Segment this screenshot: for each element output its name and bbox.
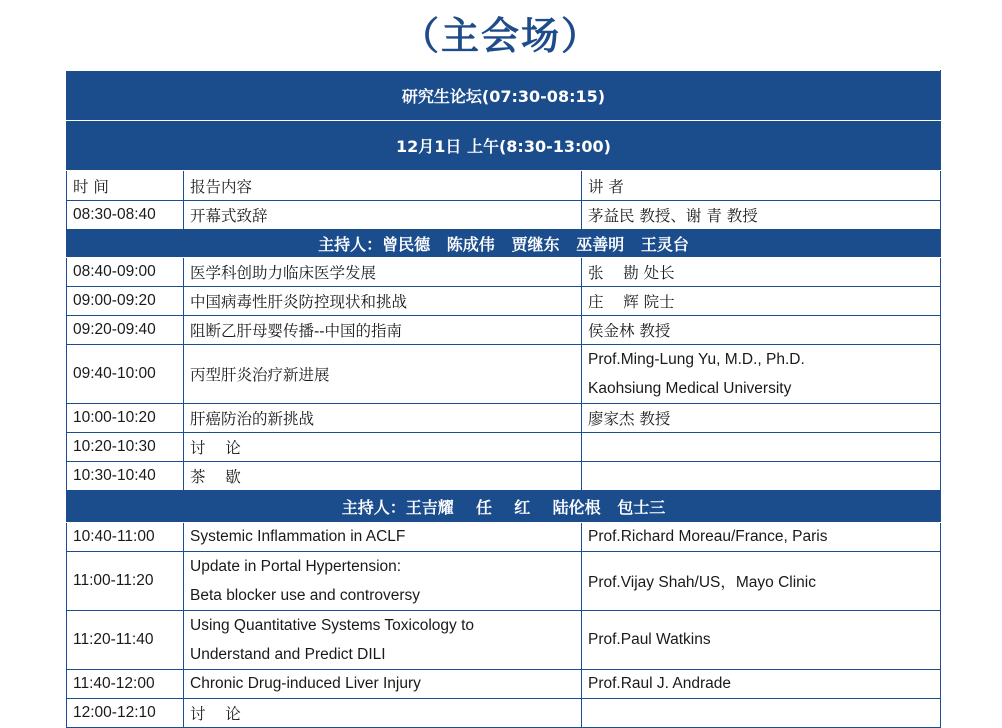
speaker-cell [582,345,941,404]
time-cell: 11:00-11:20 [67,552,184,611]
time-cell: 10:40-11:00 [67,523,184,552]
topic-line: Update in Portal Hypertension: [190,558,402,575]
column-header-topic: 报告内容 [184,171,582,201]
time-cell: 10:00-10:20 [67,404,184,433]
speaker-cell: Prof.Richard Moreau/France, Paris [582,523,941,552]
speaker-line: Prof.Ming-Lung Yu, M.D., Ph.D. [588,351,805,368]
speaker-cell: 茅益民 教授、谢 青 教授 [582,201,941,230]
chair-band-2 [67,491,941,523]
column-header-row [67,171,941,201]
speaker-cell: 张 勘 处长 [582,258,941,287]
table-row [67,345,941,404]
time-cell: 09:00-09:20 [67,287,184,316]
topic-cell: 开幕式致辞 [184,201,582,230]
time-cell: 10:20-10:30 [67,433,184,462]
time-cell: 11:20-11:40 [67,611,184,670]
topic-line: Understand and Predict DILI [190,646,386,663]
speaker-cell: 侯金林 教授 [582,316,941,345]
time-cell: 11:40-12:00 [67,670,184,699]
day-band-label: 12月1日 上午(8:30-13:00) [67,121,941,171]
chair-band-1-label: 主持人：曾民德 陈成伟 贾继东 巫善明 王灵台 [67,230,941,258]
speaker-cell: Prof.Raul J. Andrade [582,670,941,699]
table-row [67,433,941,462]
column-header-speaker: 讲 者 [582,171,941,201]
topic-cell: 丙型肝炎治疗新进展 [184,345,582,404]
forum-band-label: 研究生论坛(07:30-08:15) [67,71,941,121]
topic-cell [184,611,582,670]
topic-cell: Chronic Drug-induced Liver Injury [184,670,582,699]
table-row [67,523,941,552]
speaker-cell [582,699,941,728]
topic-cell [184,552,582,611]
table-row [67,287,941,316]
table-row [67,552,941,611]
speaker-cell: Prof.Vijay Shah/US，Mayo Clinic [582,552,941,611]
table-row [67,670,941,699]
forum-band [67,71,941,121]
column-header-time: 时 间 [67,171,184,201]
speaker-cell: 廖家杰 教授 [582,404,941,433]
time-cell: 10:30-10:40 [67,462,184,491]
speaker-cell: Prof.Paul Watkins [582,611,941,670]
table-row [67,316,941,345]
time-cell: 12:00-12:10 [67,699,184,728]
table-row [67,611,941,670]
speaker-cell: 庄 辉 院士 [582,287,941,316]
table-row [67,404,941,433]
speaker-cell [582,433,941,462]
topic-line: Using Quantitative Systems Toxicology to [190,617,475,634]
time-cell: 08:30-08:40 [67,201,184,230]
topic-cell: 医学科创助力临床医学发展 [184,258,582,287]
topic-cell: 讨 论 [184,433,582,462]
table-row [67,201,941,230]
topic-cell: 茶 歇 [184,462,582,491]
topic-cell: 中国病毒性肝炎防控现状和挑战 [184,287,582,316]
page-title: （主会场） [400,13,601,58]
topic-cell: 肝癌防治的新挑战 [184,404,582,433]
topic-cell: Systemic Inflammation in ACLF [184,523,582,552]
topic-line: Beta blocker use and controversy [190,587,421,604]
chair-band-2-label: 主持人：王吉耀 任 红 陆伦根 包士三 [67,491,941,523]
topic-cell: 阻断乙肝母婴传播--中国的指南 [184,316,582,345]
speaker-line: Kaohsiung Medical University [588,380,792,397]
time-cell: 08:40-09:00 [67,258,184,287]
schedule-table [66,70,941,728]
time-cell: 09:20-09:40 [67,316,184,345]
topic-cell: 讨 论 [184,699,582,728]
time-cell: 09:40-10:00 [67,345,184,404]
table-row [67,699,941,728]
table-row [67,462,941,491]
table-row [67,258,941,287]
speaker-cell [582,462,941,491]
day-band [67,121,941,171]
chair-band-1 [67,230,941,258]
